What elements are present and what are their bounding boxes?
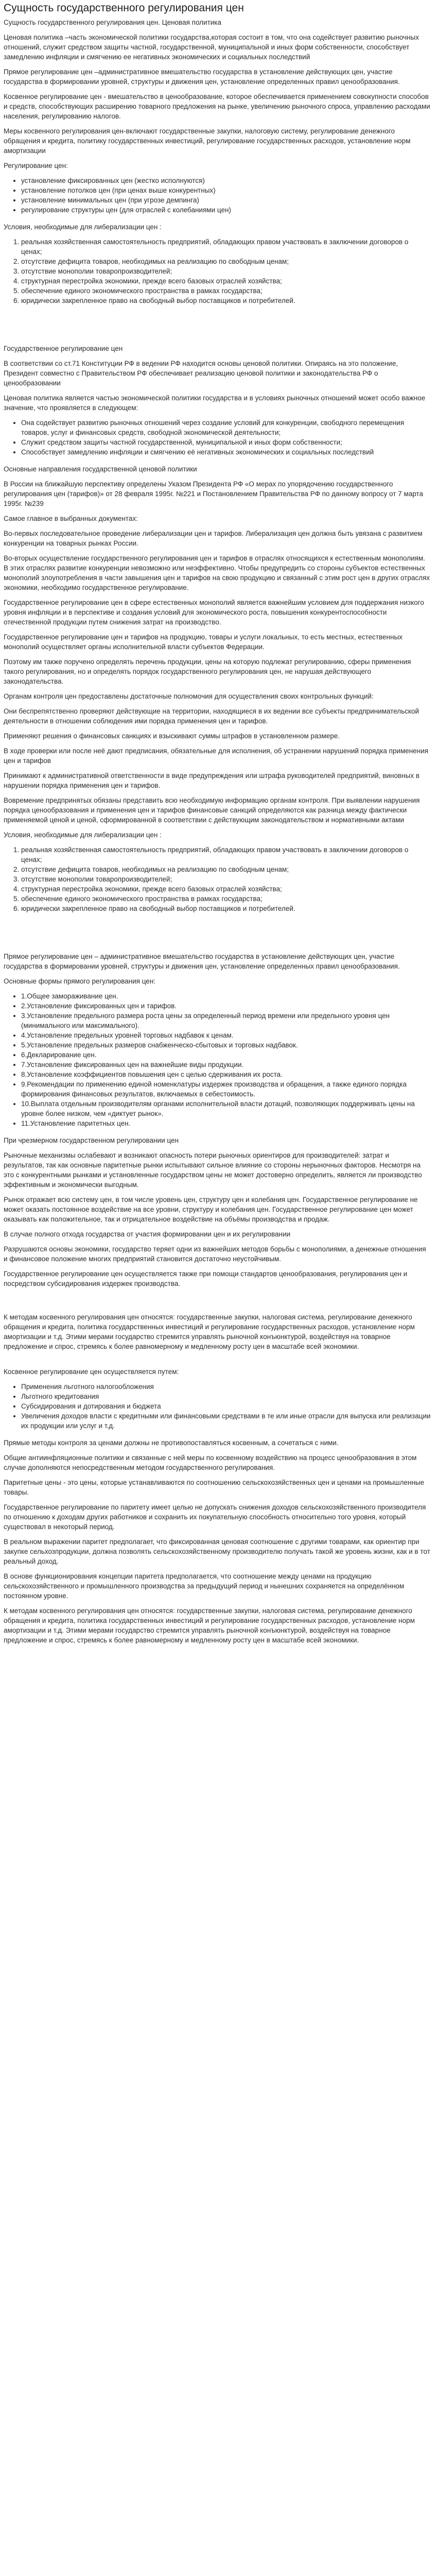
section-direct-regulation bbox=[4, 952, 431, 1645]
list-item: 6. юридически закрепленное право на свободный выбор поставщиков и потребителей. bbox=[21, 904, 431, 913]
list-item: • 5.Установление предельных размеров снабженческо-сбытовых и торговых надбавок. bbox=[21, 1040, 431, 1050]
list-item: • Применения льготного налогообложения bbox=[21, 1382, 431, 1392]
list-item: 4. структурная перестройка экономики, прежде всего базовых отраслей хозяйства; bbox=[21, 884, 431, 894]
indirect-methods-list bbox=[4, 1382, 431, 1431]
paragraph: Рынок отражает всю систему цен, в том числе уровень цен, структуру цен и колебания цен. Государственное регулирование не может оказать постоянное воздействие на все уровни, структуру и колебания цен. Государственное регулирование цен может оказывать как положительное, так и отрицательное воздействие на объёмы производства и продаж. bbox=[4, 1196, 418, 1223]
paragraph: Общие антиинфляционные политики и связанные с ней меры по косвенному воздействию на процесс ценообразования в этом случае дополняются непосредственным методом государственного регулирования. bbox=[4, 1454, 417, 1471]
list-item: 4. структурная перестройка экономики, прежде всего базовых отраслей хозяйства; bbox=[21, 276, 431, 286]
paragraph: Основные формы прямого регулирования цен: bbox=[4, 977, 156, 985]
section-state-regulation bbox=[4, 344, 431, 913]
list-title: Условия, необходимые для либерализации цен : bbox=[4, 831, 162, 839]
paragraph: Вовремение предпринятых обязаны представить всю необходимую информацию органам контроля. При выявлении нарушения порядка ценообразования и применения цен и тарифов финансовые санкций определяются как разница между фактически применяемой ценой и ценой, сформированной в соответствии с действующим законодательством и нормативными актами bbox=[4, 796, 420, 824]
paragraph: Применяют решения о финансовых санкциях и взыскивают суммы штрафов в установленном размере. bbox=[4, 732, 340, 740]
paragraph: Прямое регулирование цен –административное вмешательство государства в установление действующих цен, участие государства в формировании уровней, структуры и движения цен, установление определенных правил ценообразования. bbox=[4, 68, 400, 86]
paragraph: Государственное регулирование цен в сфере естественных монополий является важнейшим условием для поддержания низкого уровня инфляции и в перспективе и создания условий для экономического роста, повышения конкурентоспособности отечественной продукции путем снижения затрат на производство. bbox=[4, 599, 424, 626]
list-item: • регулирование структуры цен (для отраслей с колебаниями цен) bbox=[21, 205, 431, 215]
methods-list bbox=[4, 176, 431, 215]
list-title: Регулирование цен: bbox=[4, 162, 68, 170]
paragraph: Основные направления государственной ценовой политики bbox=[4, 465, 197, 473]
paragraph: Самое главное в выбранных документах: bbox=[4, 515, 138, 522]
paragraph: Прямое регулирование цен – административное вмешательство государства в установление действующих цен, участие государства в формировании уровней, структуры и движения цен, установление определенных правил ценообразования. bbox=[4, 953, 400, 970]
paragraph: К методам косвенного регулирования цен относятся: государственные закупки, налоговая система, регулирование денежного обращения и кредита, политика государственных инвестиций и регулирование государственных расходов, установление норм амортизации и т.д. Этими мерами государство стремится управлять рыночной конъюнктурой, воздействуя на товарное предложение и спрос, стремясь к более равномерному и медленному росту цен в масштабе всей экономики. bbox=[4, 1313, 415, 1350]
paragraph: Ценовая политика –часть экономической политики государства,которая состоит в том, что она содействует развитию рыночных отношений, служит средством защиты частной, государственной, муниципальной и иных форм собственности, способствует замедлению инфляции и смягчению ее негативных экономических и социальных последствий bbox=[4, 33, 419, 61]
page-title: Сущность государственного регулирования цен bbox=[4, 2, 244, 14]
paragraph: При чрезмерном государственном регулировании цен bbox=[4, 1137, 179, 1144]
list-item: 3. отсутствие монополии товаропроизводителей; bbox=[21, 266, 431, 276]
list-item: • Она содействует развитию рыночных отношений через создание условий для конкуренции, свободного перемещения товаров, услуг и финансовых средств, свободной экономической деятельности; bbox=[21, 418, 431, 437]
list-item: 5. обеспечение единого экономического пространства в рамках государства; bbox=[21, 286, 431, 296]
list-item: • Увеличения доходов власти с кредитными или финансовыми средствами в те или иные отрасли для выпуска или реализации их продукции или услуг и т.д. bbox=[21, 1411, 431, 1431]
paragraph: В случае полного отхода государства от участия формировании цен и их регулировании bbox=[4, 1230, 291, 1238]
list-item: • 7.Установление фиксированных цен на важнейшие виды продукции. bbox=[21, 1060, 431, 1070]
list-item: • 9.Рекомендации по применению единой номенклатуры издержек производства и обращения, а также единого порядка формирования финансовых результатов, включаемых в себестоимость. bbox=[21, 1079, 431, 1099]
paragraph: Государственное регулирование цен и тарифов на продукцию, товары и услуги локальных, то есть местных, естественных монополий осуществляет органы исполнительной власти субъектов Федерации. bbox=[4, 633, 403, 651]
paragraph: Поэтому им также поручено определять перечень продукции, цены на которую подлежат регулированию, сферы применения такого регулирования, но и определять порядок государственного регулирования цен, не нарушая действующего законодательства. bbox=[4, 658, 411, 685]
paragraph: Паритетные цены - это цены, которые устанавливаются по соотношению сельскохозяйственных цен и ценами на промышленные товары. bbox=[4, 1479, 425, 1496]
list-item: • 2.Установление фиксированных цен и тарифов. bbox=[21, 1001, 431, 1011]
paragraph: Ценовая политика является частью экономической политики государства и в условиях рыночных отношений может особо важное значение, что проявляется в следующем: bbox=[4, 394, 426, 412]
paragraph: Прямые методы контроля за ценами должны не противопоставляться косвенным, а сочетаться с ними. bbox=[4, 1439, 339, 1447]
list-item: • Служит средством защиты частной государственной, муниципальной и иных форм собственности; bbox=[21, 437, 431, 447]
list-item: • 10.Выплата отдельным производителям органами исполнительной власти дотаций, позволяющих поддерживать цены на уровне более низком, чем «диктует рынок». bbox=[21, 1099, 431, 1118]
list-item: 1. реальная хозяйственная самостоятельность предприятий, обладающих правом участвовать в заключении договоров о ценах; bbox=[21, 845, 431, 865]
list-item: 2. отсутствие дефицита товаров, необходимых на реализацию по свободным ценам; bbox=[21, 865, 431, 874]
paragraph: Они беспрепятственно проверяют действующие на территории, находящиеся в их ведении все субъекты предпринимательской деятельности в отношении соблюдения ими порядка применения цен и тарифов. bbox=[4, 707, 419, 725]
paragraph: В реальном выражении паритет предполагает, что фиксированная ценовая соотношение с другими товарами, как ориентир при закупке сельхозпродукции, должна позволять сельскохозяйственному производителю получать такой же уровень жизни, как и в тот реальный доход. bbox=[4, 1538, 430, 1565]
list-item: • Льготного кредитования bbox=[21, 1392, 431, 1401]
paragraph: Государственное регулирование цен осуществляется также при помощи стандартов ценообразования, регулирования цен и посредством субсидирования издержек производства. bbox=[4, 1270, 408, 1287]
conditions-list bbox=[4, 845, 431, 913]
list-item: 5. обеспечение единого экономического пространства в рамках государства; bbox=[21, 894, 431, 904]
list-item: • установление фиксированных цен (жестко исполнуются) bbox=[21, 176, 431, 185]
section-pricing-policy bbox=[4, 18, 431, 306]
policy-list bbox=[4, 418, 431, 457]
direct-forms-list bbox=[4, 991, 431, 1128]
section-heading: Государственное регулирование цен bbox=[4, 345, 123, 352]
list-item: • 6.Декларирование цен. bbox=[21, 1050, 431, 1060]
paragraph: Разрушаются основы экономики, государство теряет одни из важнейших методов борьбы с монополиями, а денежные отношения и финансовое положение многих предприятий становится достаточно неустойчивым. bbox=[4, 1245, 426, 1263]
paragraph: Государственное регулирование по паритету имеет целью не допускать снижения доходов сельскохозяйственного производителя по отношению к доходам других работников и сохранить их покупательную способность относительно того уровня, который существовал в некоторый период. bbox=[4, 1503, 426, 1531]
paragraph: Рыночные механизмы ослабевают и возникают опасность потери рыночных ориентиров для производителей: затрат и результатов, так как основные паритетные рынки испытывают сильное влияние со стороны нерыночных факторов. Несмотря на это с конкурентными рынками и установленные государством цены не может достоверно определить, является ли производство эффективным и экономически выгодным. bbox=[4, 1151, 422, 1189]
paragraph: Во-вторых осуществление государственного регулирования цен и тарифов в отраслях относящихся к естественным монополиям. В этих отраслях развитие конкуренции невозможно или неэффективно. Чтобы предупредить со стороны субъектов естественных монополий злоупотребления в части завышения цен и тарифов на свою продукцию и связанный с этим рост цен в других отраслях экономики, необходимо государственное регулирование. bbox=[4, 554, 430, 591]
list-item: 1. реальная хозяйственная самостоятельность предприятий, обладающих правом участвовать в заключении договоров о ценах; bbox=[21, 237, 431, 257]
list-item: • установление минимальных цен (при угрозе демпинга) bbox=[21, 195, 431, 205]
paragraph: В основе функционирования концепции паритета предполагается, что соотношение между ценами на продукцию сельскохозяйственного и промышленного производства за предыдущий период и нынешних сохраняется на определённом постоянном уровне. bbox=[4, 1572, 405, 1600]
list-item: • 8.Установление коэффициентов повышения цен с целью сдерживания их роста. bbox=[21, 1070, 431, 1079]
paragraph: Меры косвенного регулирования цен-включают государственные закупки, налоговую систему, регулирование денежного обращения и кредита, политику государственных инвестиций, регулирование государственных расходов, установление норм амортизации bbox=[4, 127, 411, 155]
list-item: • 11.Установление паритетных цен. bbox=[21, 1118, 431, 1128]
list-item: 2. отсутствие дефицита товаров, необходимых на реализацию по свободным ценам; bbox=[21, 257, 431, 266]
list-item: • 3.Установление предельного размера роста цены за определенный период времени или предельного уровня цен (минимального или максимального). bbox=[21, 1011, 431, 1030]
list-item: • 4.Установление предельных уровней торговых надбавок к ценам. bbox=[21, 1030, 431, 1040]
list-item: 3. отсутствие монополии товаропроизводителей; bbox=[21, 874, 431, 884]
conditions-list bbox=[4, 237, 431, 306]
paragraph: В ходе проверки или после неё дают предписания, обязательные для исполнения, об устранении нарушений порядка применения цен и тарифов bbox=[4, 747, 428, 765]
paragraph: Принимают к административной ответственности в виде предупреждения или штрафа руководителей предприятий, виновных в нарушении порядка применения цен и тарифов. bbox=[4, 772, 420, 789]
list-title: Условия, необходимые для либерализации цен : bbox=[4, 223, 162, 231]
list-item: • установление потолков цен (при ценах выше конкурентных) bbox=[21, 185, 431, 195]
list-item: • Субсидирования и дотирования и бюджета bbox=[21, 1401, 431, 1411]
paragraph: Во-первых последовательное проведение либерализации цен и тарифов. Либерализация цен должна быть увязана с развитием конкуренции на товарных рынках России. bbox=[4, 530, 423, 547]
list-item: • Способствует замедлению инфляции и смягчению её негативных экономических и социальных последствий bbox=[21, 447, 431, 457]
paragraph: В России на ближайшую перспективу определены Указом Президента РФ «О мерах по упорядочению государственного регулирования цен (тарифов)» от 28 февраля 1995г. №221 и Постановлением Правительства РФ по данному вопросу от 7 марта 1995г. №239 bbox=[4, 480, 423, 507]
intro-paragraph: Сущность государственного регулирования цен. Ценовая политика bbox=[4, 19, 222, 26]
paragraph: Органам контроля цен предоставлены достаточные полномочия для осуществления своих контрольных функций: bbox=[4, 692, 374, 700]
paragraph: К методам косвенного регулирования цен относятся: государственные закупки, налоговая система, регулирование денежного обращения и кредита, политика государственных инвестиций и регулирование государственных расходов, установление норм амортизации и т.д. Этими мерами государство стремится управлять рыночной конъюнктурой, воздействуя на товарное предложение и спрос, стремясь к более равномерному и медленному росту цен в масштабе всей экономики. bbox=[4, 1607, 415, 1644]
paragraph: Косвенное регулирование цен - вмешательство в ценообразование, которое обеспечивается применением совокупности способов и средств, способствующих расширению товарного предложения на рынке, увеличению рыночного спроса, управлению расходами населения, регулированию налогов. bbox=[4, 93, 430, 120]
list-item: • 1.Общее замораживание цен. bbox=[21, 991, 431, 1001]
paragraph: Косвенное регулирование цен осуществляется путем: bbox=[4, 1368, 179, 1376]
list-item: 6. юридически закрепленное право на свободный выбор поставщиков и потребителей. bbox=[21, 296, 431, 306]
paragraph: В соответствии со ст.71 Конституции РФ в ведении РФ находится основы ценовой политики. Опираясь на это положение, Президент совместно с Правительством РФ обеспечивает реализацию ценовой политики и законодательства РФ о ценообразовании bbox=[4, 360, 398, 387]
